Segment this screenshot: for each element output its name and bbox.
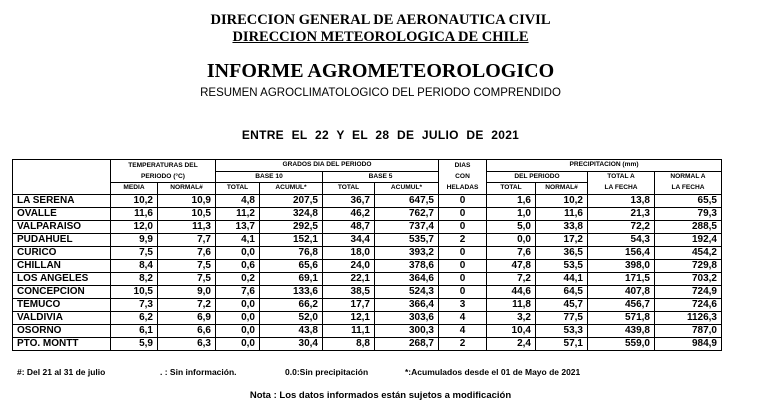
cell-base5-total: 36,7 (323, 194, 375, 207)
header-row-2 (13, 171, 722, 183)
cell-station: CONCEPCION (13, 285, 111, 298)
report-subtitle: RESUMEN AGROCLIMATOLOGICO DEL PERIODO COMPRENDIDO (200, 87, 561, 99)
cell-normal: 11,3 (158, 220, 216, 233)
cell-station: LOS ANGELES (13, 272, 111, 285)
header-normal: NORMAL# (158, 183, 216, 195)
cell-total-a-la-fecha: 13,8 (588, 194, 655, 207)
cell-total-a-la-fecha: 72,2 (588, 220, 655, 233)
cell-normal: 6,3 (158, 337, 216, 350)
cell-base10-acumul: 292,5 (260, 220, 323, 233)
report-title: INFORME AGROMETEOROLOGICO (206, 60, 555, 82)
table-row (13, 233, 722, 246)
header-row-1 (13, 160, 722, 172)
header-base10: BASE 10 (216, 171, 323, 183)
cell-media: 12,0 (111, 220, 158, 233)
cell-normal-a-la-fecha: 65,5 (655, 194, 722, 207)
cell-base5-total: 11,1 (323, 324, 375, 337)
cell-precip-total: 47,8 (487, 259, 536, 272)
cell-heladas: 0 (439, 207, 487, 220)
header-precip-normal: NORMAL# (536, 183, 588, 195)
cell-normal-a-la-fecha: 729,8 (655, 259, 722, 272)
cell-media: 8,4 (111, 259, 158, 272)
report-period: ENTRE EL 22 Y EL 28 DE JULIO DE 2021 (241, 128, 520, 142)
cell-base10-acumul: 69,1 (260, 272, 323, 285)
cell-precip-normal: 64,5 (536, 285, 588, 298)
cell-base5-acumul: 647,5 (375, 194, 439, 207)
cell-heladas: 2 (439, 233, 487, 246)
table-row (13, 246, 722, 259)
table-row (13, 207, 722, 220)
cell-base10-total: 4,1 (216, 233, 260, 246)
cell-media: 9,9 (111, 233, 158, 246)
cell-precip-normal: 53,5 (536, 259, 588, 272)
cell-base5-total: 38,5 (323, 285, 375, 298)
cell-precip-total: 2,4 (487, 337, 536, 350)
cell-normal: 10,5 (158, 207, 216, 220)
cell-base10-total: 0,0 (216, 311, 260, 324)
header-temp-periodo: PERIODO (°C) (111, 171, 216, 183)
cell-precip-normal: 36,5 (536, 246, 588, 259)
cell-total-a-la-fecha: 407,8 (588, 285, 655, 298)
cell-total-a-la-fecha: 21,3 (588, 207, 655, 220)
cell-base5-total: 48,7 (323, 220, 375, 233)
cell-station: CURICO (13, 246, 111, 259)
cell-heladas: 0 (439, 220, 487, 233)
cell-media: 7,3 (111, 298, 158, 311)
cell-base5-total: 8,8 (323, 337, 375, 350)
header-grados-dia: GRADOS DIA DEL PERIODO (216, 160, 439, 172)
cell-normal-a-la-fecha: 288,5 (655, 220, 722, 233)
header-station-blank (13, 171, 111, 183)
cell-base10-total: 0,2 (216, 272, 260, 285)
cell-normal-a-la-fecha: 454,2 (655, 246, 722, 259)
cell-base5-acumul: 378,6 (375, 259, 439, 272)
cell-total-a-la-fecha: 456,7 (588, 298, 655, 311)
cell-precip-total: 0,0 (487, 233, 536, 246)
cell-base5-total: 18,0 (323, 246, 375, 259)
footer-nota: Nota : Los datos informados están sujetos a modificación (249, 390, 512, 401)
table-row (13, 337, 722, 350)
cell-base10-total: 13,7 (216, 220, 260, 233)
header-media: MEDIA (111, 183, 158, 195)
table-row (13, 272, 722, 285)
header-precipitacion: PRECIPITACION (mm) (487, 160, 722, 172)
header-la-fecha-normal: LA FECHA (655, 183, 722, 195)
cell-normal-a-la-fecha: 192,4 (655, 233, 722, 246)
cell-base10-acumul: 76,8 (260, 246, 323, 259)
footer-no-info: . : Sin información. (160, 367, 237, 377)
header-con: CON (439, 171, 487, 183)
header-dias: DIAS (439, 160, 487, 172)
agrometeorological-table (12, 159, 722, 351)
cell-normal: 7,5 (158, 259, 216, 272)
cell-base5-total: 34,4 (323, 233, 375, 246)
cell-base10-total: 0,0 (216, 324, 260, 337)
cell-precip-total: 7,6 (487, 246, 536, 259)
cell-total-a-la-fecha: 54,3 (588, 233, 655, 246)
cell-precip-normal: 77,5 (536, 311, 588, 324)
cell-heladas: 4 (439, 311, 487, 324)
table-row (13, 194, 722, 207)
cell-station: TEMUCO (13, 298, 111, 311)
cell-base5-acumul: 268,7 (375, 337, 439, 350)
cell-precip-total: 7,2 (487, 272, 536, 285)
cell-normal: 10,9 (158, 194, 216, 207)
header-del-periodo: DEL PERIODO (487, 171, 588, 183)
cell-media: 6,2 (111, 311, 158, 324)
header-station-blank (13, 183, 111, 195)
cell-base10-acumul: 207,5 (260, 194, 323, 207)
cell-base10-total: 11,2 (216, 207, 260, 220)
cell-heladas: 3 (439, 298, 487, 311)
cell-base5-acumul: 762,7 (375, 207, 439, 220)
cell-station: CHILLAN (13, 259, 111, 272)
table-row (13, 324, 722, 337)
cell-base10-total: 0,6 (216, 259, 260, 272)
cell-heladas: 4 (439, 324, 487, 337)
cell-total-a-la-fecha: 171,5 (588, 272, 655, 285)
cell-base5-total: 24,0 (323, 259, 375, 272)
footer-accum-note: *:Acumulados desde el 01 de Mayo de 2021 (405, 367, 581, 377)
cell-normal-a-la-fecha: 984,9 (655, 337, 722, 350)
cell-normal-a-la-fecha: 1126,3 (655, 311, 722, 324)
cell-heladas: 0 (439, 272, 487, 285)
cell-normal-a-la-fecha: 703,2 (655, 272, 722, 285)
cell-media: 10,5 (111, 285, 158, 298)
cell-total-a-la-fecha: 398,0 (588, 259, 655, 272)
footer-normal-note: #: Del 21 al 31 de julio (17, 367, 106, 377)
cell-base10-total: 0,0 (216, 298, 260, 311)
cell-precip-total: 5,0 (487, 220, 536, 233)
cell-precip-total: 3,2 (487, 311, 536, 324)
organization-line-1: DIRECCION GENERAL DE AERONAUTICA CIVIL (210, 12, 551, 28)
cell-station: VALPARAISO (13, 220, 111, 233)
header-base5: BASE 5 (323, 171, 439, 183)
cell-base10-acumul: 324,8 (260, 207, 323, 220)
cell-base10-total: 0,0 (216, 337, 260, 350)
cell-base10-acumul: 30,4 (260, 337, 323, 350)
cell-base5-acumul: 737,4 (375, 220, 439, 233)
cell-base5-acumul: 366,4 (375, 298, 439, 311)
header-temp-group: TEMPERATURAS DEL (111, 160, 216, 172)
footer-no-precip: 0.0:Sin precipitación (285, 367, 369, 377)
cell-normal-a-la-fecha: 724,6 (655, 298, 722, 311)
cell-normal: 7,7 (158, 233, 216, 246)
cell-base5-acumul: 364,6 (375, 272, 439, 285)
header-heladas: HELADAS (439, 183, 487, 195)
header-total-a: TOTAL A (588, 171, 655, 183)
cell-precip-normal: 57,1 (536, 337, 588, 350)
cell-precip-total: 11,8 (487, 298, 536, 311)
cell-base5-acumul: 393,2 (375, 246, 439, 259)
cell-precip-normal: 45,7 (536, 298, 588, 311)
cell-media: 6,1 (111, 324, 158, 337)
cell-base10-acumul: 65,6 (260, 259, 323, 272)
cell-heladas: 0 (439, 194, 487, 207)
cell-precip-normal: 11,6 (536, 207, 588, 220)
cell-precip-normal: 33,8 (536, 220, 588, 233)
cell-base5-total: 12,1 (323, 311, 375, 324)
cell-base5-acumul: 300,3 (375, 324, 439, 337)
cell-media: 7,5 (111, 246, 158, 259)
cell-total-a-la-fecha: 559,0 (588, 337, 655, 350)
cell-base10-acumul: 152,1 (260, 233, 323, 246)
cell-normal-a-la-fecha: 724,9 (655, 285, 722, 298)
cell-normal: 7,6 (158, 246, 216, 259)
header-precip-total: TOTAL (487, 183, 536, 195)
cell-heladas: 0 (439, 285, 487, 298)
header-base10-acumul: ACUMUL* (260, 183, 323, 195)
cell-base5-acumul: 524,3 (375, 285, 439, 298)
cell-precip-total: 1,6 (487, 194, 536, 207)
cell-base10-acumul: 133,6 (260, 285, 323, 298)
table-row (13, 285, 722, 298)
cell-station: PTO. MONTT (13, 337, 111, 350)
cell-station: VALDIVIA (13, 311, 111, 324)
cell-base5-acumul: 535,7 (375, 233, 439, 246)
cell-normal: 9,0 (158, 285, 216, 298)
cell-base10-total: 0,0 (216, 246, 260, 259)
cell-total-a-la-fecha: 156,4 (588, 246, 655, 259)
table-row (13, 311, 722, 324)
header-station-blank (13, 160, 111, 172)
cell-base5-total: 22,1 (323, 272, 375, 285)
cell-precip-total: 44,6 (487, 285, 536, 298)
table-row (13, 298, 722, 311)
table-row (13, 259, 722, 272)
cell-normal: 7,2 (158, 298, 216, 311)
cell-media: 5,9 (111, 337, 158, 350)
cell-station: PUDAHUEL (13, 233, 111, 246)
cell-media: 11,6 (111, 207, 158, 220)
cell-total-a-la-fecha: 571,8 (588, 311, 655, 324)
cell-heladas: 2 (439, 337, 487, 350)
cell-normal: 6,6 (158, 324, 216, 337)
cell-base10-acumul: 52,0 (260, 311, 323, 324)
cell-base10-acumul: 43,8 (260, 324, 323, 337)
cell-precip-total: 1,0 (487, 207, 536, 220)
cell-station: LA SERENA (13, 194, 111, 207)
cell-media: 10,2 (111, 194, 158, 207)
cell-total-a-la-fecha: 439,8 (588, 324, 655, 337)
cell-normal: 7,5 (158, 272, 216, 285)
organization-line-2: DIRECCION METEOROLOGICA DE CHILE (232, 29, 529, 45)
header-row-3 (13, 183, 722, 195)
cell-precip-total: 10,4 (487, 324, 536, 337)
cell-normal: 6,9 (158, 311, 216, 324)
header-base10-total: TOTAL (216, 183, 260, 195)
cell-precip-normal: 44,1 (536, 272, 588, 285)
cell-normal-a-la-fecha: 787,0 (655, 324, 722, 337)
cell-base10-acumul: 66,2 (260, 298, 323, 311)
cell-base10-total: 4,8 (216, 194, 260, 207)
cell-station: OSORNO (13, 324, 111, 337)
header-base5-acumul: ACUMUL* (375, 183, 439, 195)
table-body (13, 194, 722, 350)
cell-station: OVALLE (13, 207, 111, 220)
cell-normal-a-la-fecha: 79,3 (655, 207, 722, 220)
cell-heladas: 0 (439, 246, 487, 259)
header-normal-a: NORMAL A (655, 171, 722, 183)
cell-heladas: 0 (439, 259, 487, 272)
table-row (13, 220, 722, 233)
header-la-fecha: LA FECHA (588, 183, 655, 195)
cell-base5-total: 17,7 (323, 298, 375, 311)
cell-precip-normal: 10,2 (536, 194, 588, 207)
cell-precip-normal: 53,3 (536, 324, 588, 337)
header-base5-total: TOTAL (323, 183, 375, 195)
cell-media: 8,2 (111, 272, 158, 285)
cell-precip-normal: 17,2 (536, 233, 588, 246)
cell-base10-total: 7,6 (216, 285, 260, 298)
cell-base5-total: 46,2 (323, 207, 375, 220)
cell-base5-acumul: 303,6 (375, 311, 439, 324)
